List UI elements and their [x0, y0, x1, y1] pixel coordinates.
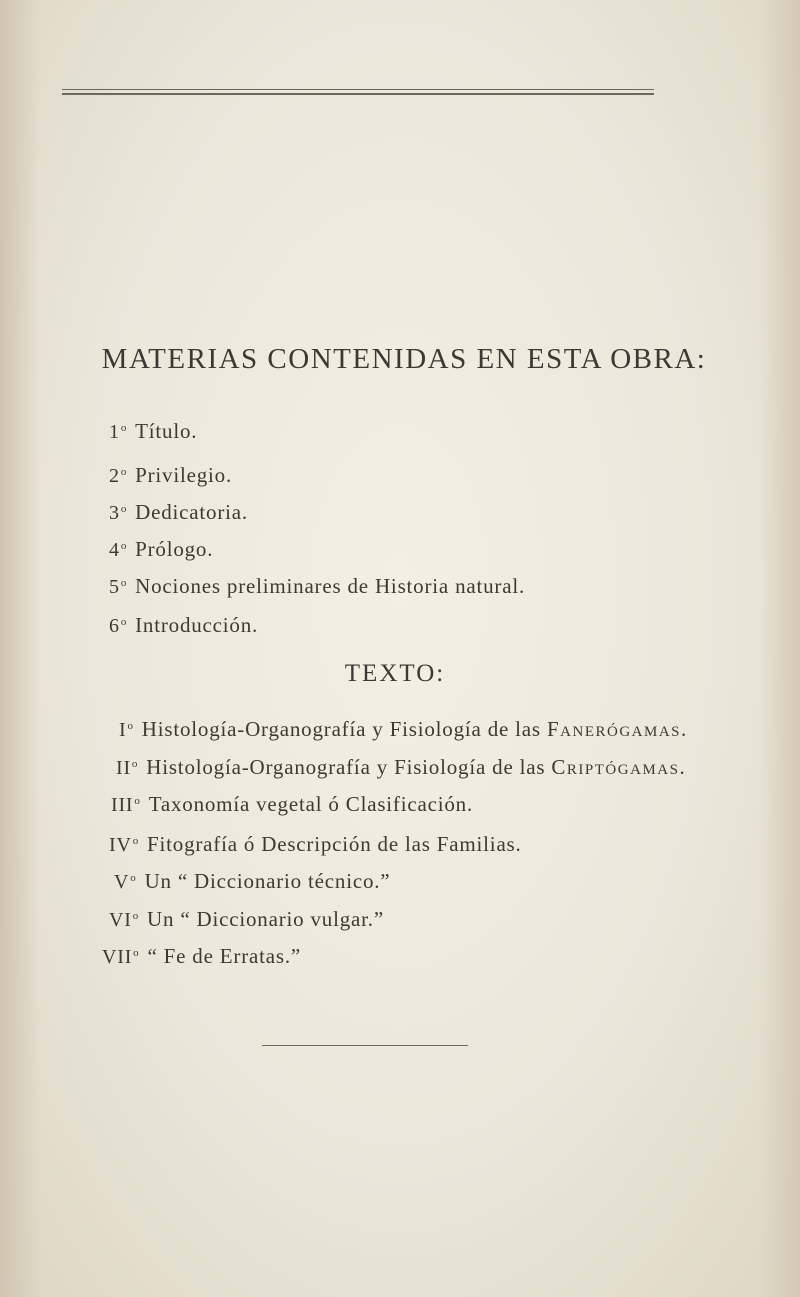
page-edge-shadow-right — [760, 0, 800, 1297]
item-text: Dedicatoria. — [135, 500, 248, 524]
item-number: $VI^o$ — [109, 909, 140, 931]
list-item — [109, 574, 525, 599]
item-number: 4$^o$ — [109, 539, 128, 561]
item-text: Privilegio. — [135, 463, 233, 487]
page-edge-shadow-left — [0, 0, 40, 1297]
item-text: Histología-Organografía y Fisiología de las Fanerógamas. — [141, 717, 688, 741]
item-smallcaps: Criptógamas. — [551, 755, 687, 779]
item-text: Fitografía ó Descripción de las Familias. — [147, 832, 522, 856]
bottom-rule — [262, 1045, 468, 1046]
item-text: Introducción. — [135, 613, 259, 637]
list-item — [109, 500, 248, 525]
top-rule-thin — [62, 89, 654, 90]
list-item — [109, 463, 232, 488]
item-number: III$^o$ — [111, 794, 141, 816]
top-rule-thick — [62, 93, 654, 95]
item-text: Prólogo. — [135, 537, 214, 561]
list-item — [116, 755, 686, 780]
item-number: 3$^o$ — [109, 502, 128, 524]
item-smallcaps: Fanerógamas. — [546, 717, 688, 741]
item-text: Un “ Diccionario vulgar.” — [147, 907, 384, 931]
list-item — [109, 419, 197, 444]
item-number: $V^o$ — [114, 871, 137, 893]
item-text: “ Fe de Erratas.” — [147, 944, 302, 968]
list-item — [109, 832, 522, 857]
list-item — [109, 537, 213, 562]
item-number: VII$^o$ — [102, 946, 140, 968]
section-heading-texto: TEXTO: — [344, 660, 446, 687]
item-text: Taxonomía vegetal ó Clasificación. — [148, 792, 473, 816]
page-title: MATERIAS CONTENIDAS EN ESTA OBRA: — [101, 343, 707, 375]
item-text: Título. — [135, 419, 198, 443]
item-number: 5$^o$ — [109, 576, 128, 598]
item-number: $II^o$ — [116, 757, 139, 779]
item-text: Un “ Diccionario técnico.” — [144, 869, 391, 893]
item-number: 2$^o$ — [109, 465, 128, 487]
list-item — [119, 717, 688, 742]
list-item — [111, 792, 473, 817]
item-number: $I^o$ — [119, 719, 134, 741]
list-item — [109, 613, 258, 638]
item-number: $IV^o$ — [109, 834, 140, 856]
item-number: 6$^o$ — [109, 615, 128, 637]
item-number: 1$^o$ — [109, 421, 128, 443]
list-item — [114, 869, 390, 894]
list-item — [109, 907, 384, 932]
list-item — [102, 944, 301, 969]
item-text: Histología-Organografía y Fisiología de las Criptógamas. — [146, 755, 687, 779]
item-text: Nociones preliminares de Historia natural. — [135, 574, 526, 598]
